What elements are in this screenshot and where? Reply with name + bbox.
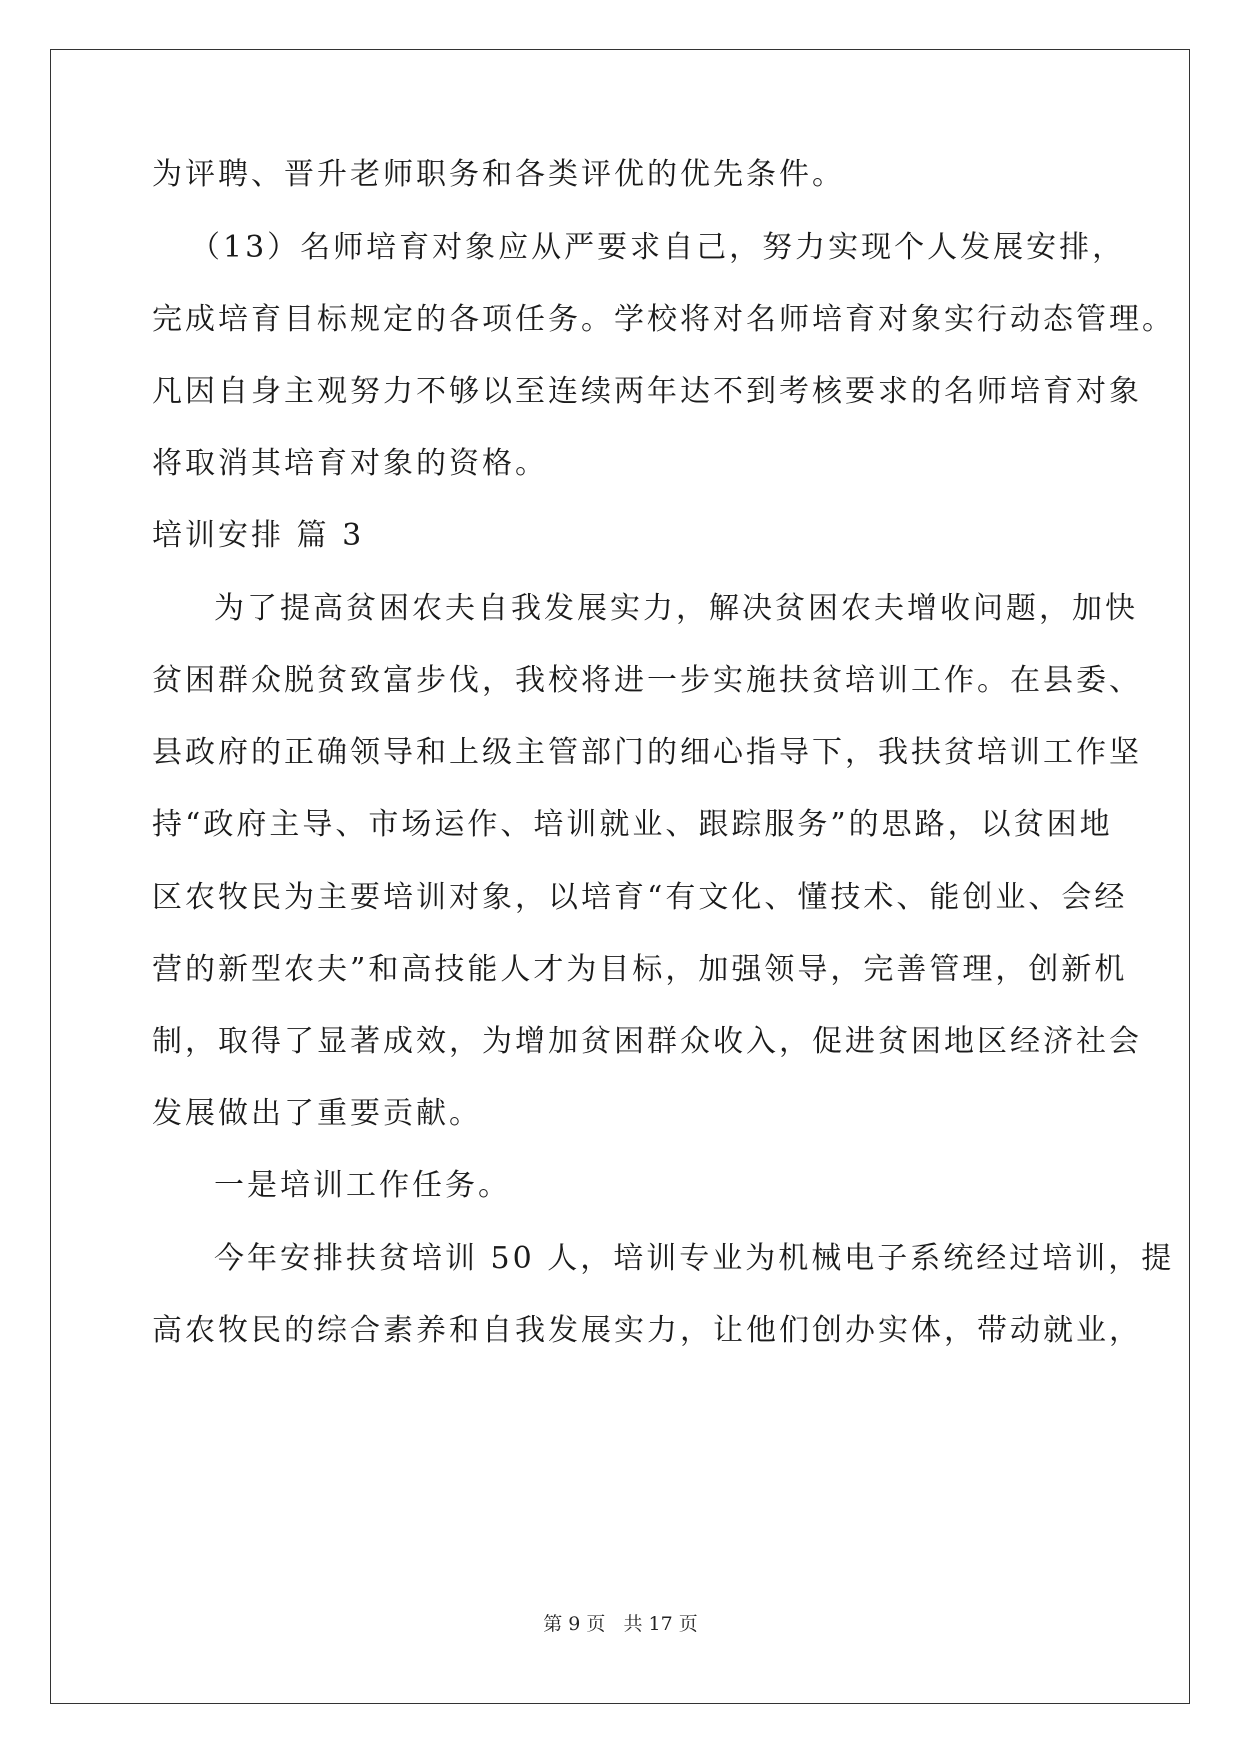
text-line-5: 将取消其培育对象的资格。 bbox=[152, 446, 548, 481]
page-total: 共 17 页 bbox=[623, 1613, 698, 1635]
text-line-1: 为评聘、晋升老师职务和各类评优的优先条件。 bbox=[152, 157, 845, 192]
page-footer bbox=[0, 1612, 1241, 1636]
page-border bbox=[50, 49, 1190, 1704]
text-line-4: 凡因自身主观努力不够以至连续两年达不到考核要求的名师培育对象 bbox=[152, 374, 1142, 409]
text-line-15: 一是培训工作任务。 bbox=[214, 1168, 511, 1203]
text-line-9: 县政府的正确领导和上级主管部门的细心指导下，我扶贫培训工作坚 bbox=[152, 735, 1142, 770]
text-line-14: 发展做出了重要贡献。 bbox=[152, 1096, 482, 1131]
section-heading: 培训安排 篇 3 bbox=[152, 518, 365, 553]
text-line-8: 贫困群众脱贫致富步伐，我校将进一步实施扶贫培训工作。在县委、 bbox=[152, 663, 1142, 698]
text-line-12: 营的新型农夫”和高技能人才为目标，加强领导，完善管理，创新机 bbox=[152, 952, 1128, 987]
text-line-17: 高农牧民的综合素养和自我发展实力，让他们创办实体，带动就业， bbox=[152, 1313, 1142, 1348]
text-line-10: 持“政府主导、市场运作、培训就业、跟踪服务”的思路，以贫困地 bbox=[152, 807, 1113, 842]
text-line-16: 今年安排扶贫培训 50 人，培训专业为机械电子系统经过培训，提 bbox=[214, 1241, 1175, 1276]
text-line-13: 制，取得了显著成效，为增加贫困群众收入，促进贫困地区经济社会 bbox=[152, 1024, 1142, 1059]
page-number: 第 9 页 bbox=[543, 1613, 606, 1635]
text-line-11: 区农牧民为主要培训对象，以培育“有文化、懂技术、能创业、会经 bbox=[152, 880, 1128, 915]
text-line-2: （13）名师培育对象应从严要求自己，努力实现个人发展安排， bbox=[190, 230, 1126, 265]
text-line-3: 完成培育目标规定的各项任务。学校将对名师培育对象实行动态管理。 bbox=[152, 302, 1175, 337]
text-line-7: 为了提高贫困农夫自我发展实力，解决贫困农夫增收问题，加快 bbox=[214, 591, 1138, 626]
